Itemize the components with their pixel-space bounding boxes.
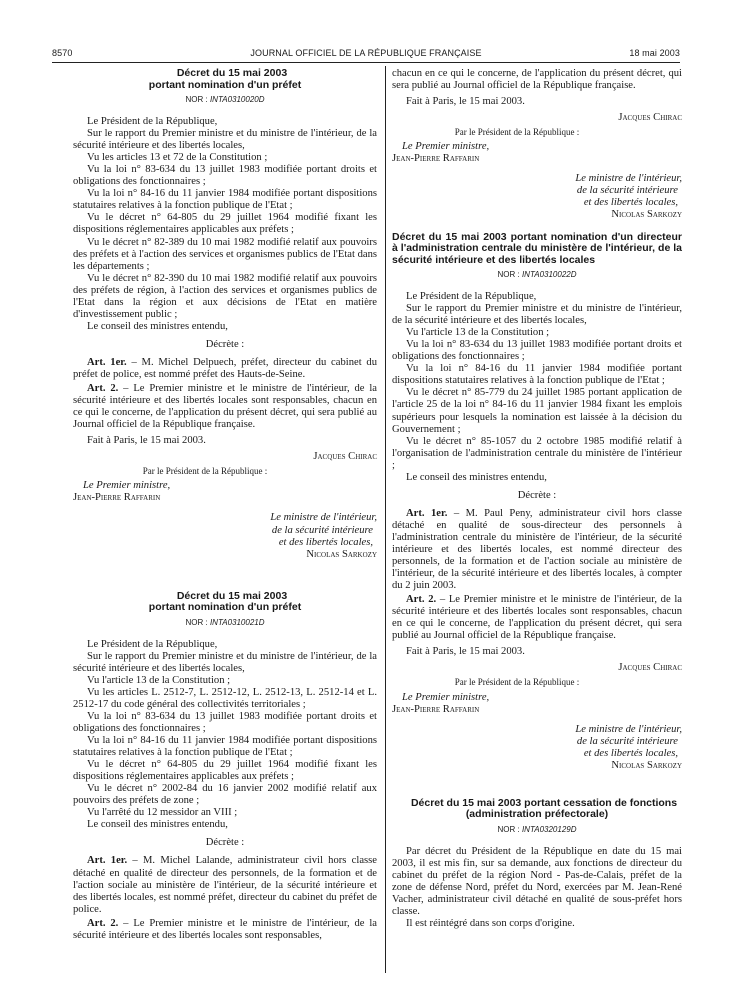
paragraph: Le conseil des ministres entendu, (87, 819, 228, 831)
prime-minister-role: Le Premier ministre, (83, 480, 171, 492)
paragraph: Le conseil des ministres entendu, (406, 471, 547, 483)
paragraph: Vu la loi n° 83-634 du 13 juillet 1983 modifiée portant droits et obligations des fonctionnaires ; (392, 339, 682, 363)
paragraph: Vu la loi n° 84-16 du 11 janvier 1984 modifiée portant dispositions statutaires relatives à la fonction publique de l'Etat ; (392, 363, 682, 387)
minister-signature: Le ministre de l'intérieur, de la sécurité intérieure et des libertés locales, Nicolas Sarkozy (575, 173, 682, 221)
president-signature: Jacques Chirac (313, 451, 377, 463)
paragraph: Vu le décret n° 82-389 du 10 mai 1982 modifié relatif aux pouvoirs des préfets et à l'action des services et organismes publics de l'Etat dans les départements ; (73, 236, 377, 272)
decree-title: Décret du 15 mai 2003 portant nomination d'un directeur à l'administration centrale du ministère de l'intérieur, de la sécurité intérieure et des libertés locales (392, 230, 682, 266)
paragraph: Le conseil des ministres entendu, (87, 320, 228, 332)
page-number: 8570 (52, 48, 73, 58)
decree-2 (73, 591, 377, 942)
prime-minister-name: Jean-Pierre Raffarin (392, 703, 480, 715)
decree-title: Décret du 15 mai 2003 portant cessation de fonctions (administration préfectorale) (410, 796, 678, 821)
decree-3 (392, 232, 682, 772)
prime-minister-name: Jean-Pierre Raffarin (73, 492, 161, 504)
paragraph: Il est réintégré dans son corps d'origine. (406, 918, 575, 930)
paragraph: Vu la loi n° 84-16 du 11 janvier 1984 modifiée portant dispositions statutaires relatives à la fonction publique de l'Etat ; (73, 735, 377, 759)
paragraph: Sur le rapport du Premier ministre et du ministre de l'intérieur, de la sécurité intérieure et des libertés locales, (73, 650, 377, 674)
paragraph: chacun en ce qui le concerne, de l'application du présent décret, qui sera publié au Journal officiel de la République française. (392, 68, 682, 92)
signing-place-date: Fait à Paris, le 15 mai 2003. (406, 96, 525, 108)
paragraph: Vu le décret n° 2002-84 du 16 janvier 2002 modifié relatif aux pouvoirs des préfets de zone ; (73, 783, 377, 807)
minister-signature: Le ministre de l'intérieur, de la sécurité intérieure et des libertés locales, Nicolas Sarkozy (270, 512, 377, 560)
decrete-heading: Décrète : (517, 489, 557, 501)
paragraph: Vu la loi n° 84-16 du 11 janvier 1984 modifiée portant dispositions statutaires relatives à la fonction publique de l'Etat ; (73, 188, 377, 212)
prime-minister-name: Jean-Pierre Raffarin (392, 153, 480, 165)
article-1: Art. 1er. – M. Michel Lalande, administrateur civil hors classe détaché en qualité de directeur des personnels, de la formation et de l'action sociale au ministère de l'intérieur, de la sécurité intérieure et des libertés locales, est nommé préfet, directeur du cabinet du préfet de police. (73, 855, 377, 915)
nor-reference: NOR : INTA0320129D (497, 824, 577, 834)
paragraph: Vu le décret n° 85-779 du 24 juillet 1985 portant application de l'article 25 de la loi n° 84-16 du 11 janvier 1984 fixant les emplois supérieurs pour lesquels la nomination est laissée à la décision du Gouvernement ; (392, 387, 682, 435)
article-2: Art. 2. – Le Premier ministre et le ministre de l'intérieur, de la sécurité intérieure et des libertés locales sont responsables, chacun en ce qui le concerne, de l'application du présent décret, qui sera publié au Journal officiel de la République française. (392, 594, 682, 642)
paragraph: Vu le décret n° 64-805 du 29 juillet 1964 modifié fixant les dispositions réglementaires applicables aux préfets ; (73, 759, 377, 783)
paragraph: Le Président de la République, (406, 291, 537, 303)
paragraph: Le Président de la République, (87, 638, 218, 650)
president-signature: Jacques Chirac (618, 662, 682, 674)
article-2: Art. 2. – Le Premier ministre et le ministre de l'intérieur, de la sécurité intérieure et des libertés locales sont responsables, (73, 917, 377, 941)
par-le-president: Par le Président de la République : (454, 127, 580, 138)
decree-title: Décret du 15 mai 2003 portant nomination d'un préfet (148, 67, 302, 91)
paragraph: Par décret du Président de la République en date du 15 mai 2003, il est mis fin, sur sa demande, aux fonctions de directeur du cabinet du préfet de la région Nord - Pas-de-Calais, préfet de la zone de défense Nord, préfet du Nord, exercées par M. Jean-René Vacher, administrateur civil détaché en qualité de sous-préfet hors classe. (392, 845, 682, 918)
paragraph: Le Président de la République, (87, 116, 218, 128)
paragraph: Vu l'article 13 de la Constitution ; (87, 674, 231, 686)
journal-title: JOURNAL OFFICIEL DE LA RÉPUBLIQUE FRANÇAISE (250, 48, 482, 58)
paragraph: Vu l'arrêté du 12 messidor an VIII ; (87, 807, 238, 819)
issue-date: 18 mai 2003 (629, 48, 680, 58)
decree-2-continuation (392, 68, 682, 222)
signing-place-date: Fait à Paris, le 15 mai 2003. (406, 646, 525, 658)
page-header (52, 48, 680, 62)
paragraph: Vu le décret n° 82-390 du 10 mai 1982 modifié relatif aux pouvoirs des préfets de région, à l'action des services et organismes publics de l'Etat dans la région et aux décisions de l'Etat en matière d'investissement public ; (73, 272, 377, 320)
paragraph: Vu l'article 13 de la Constitution ; (406, 327, 550, 339)
prime-minister-role: Le Premier ministre, (402, 691, 490, 703)
paragraph: Vu les articles L. 2512-7, L. 2512-12, L. 2512-13, L. 2512-14 et L. 2512-17 du code général des collectivités territoriales ; (73, 686, 377, 710)
article-1: Art. 1er. – M. Michel Delpuech, préfet, directeur du cabinet du préfet de police, est nommé préfet des Hauts-de-Seine. (73, 356, 377, 380)
decree-title: Décret du 15 mai 2003 portant nomination d'un préfet (148, 589, 302, 614)
header-rule (52, 62, 680, 63)
decrete-heading: Décrète : (205, 338, 245, 350)
signing-place-date: Fait à Paris, le 15 mai 2003. (87, 435, 206, 447)
par-le-president: Par le Président de la République : (142, 466, 268, 477)
minister-signature: Le ministre de l'intérieur, de la sécurité intérieure et des libertés locales, Nicolas Sarkozy (575, 723, 682, 771)
article-1: Art. 1er. – M. Paul Peny, administrateur civil hors classe détaché en qualité de sous-directeur des personnels à l'administration centrale du ministère de l'intérieur, de la sécurité intérieure et des libertés locales, est nommé directeur des personnels, de la formation et de l'action sociale au ministère de l'intérieur, de la sécurité intérieure et des libertés locales, à compter du 2 juin 2003. (392, 507, 682, 592)
column-divider (385, 66, 386, 973)
article-2: Art. 2. – Le Premier ministre et le ministre de l'intérieur, de la sécurité intérieure et des libertés locales sont responsables, chacun en ce qui le concerne, de l'application du présent décret, qui sera publié au Journal officiel de la République française. (73, 383, 377, 431)
paragraph: Vu la loi n° 83-634 du 13 juillet 1983 modifiée portant droits et obligations des fonctionnaires ; (73, 710, 377, 735)
right-column (392, 68, 682, 930)
decree-4 (392, 798, 682, 930)
nor-reference: NOR : INTA0310020D (185, 95, 265, 104)
decrete-heading: Décrète : (205, 837, 245, 849)
paragraph: Vu les articles 13 et 72 de la Constitution ; (87, 152, 268, 164)
president-signature: Jacques Chirac (618, 112, 682, 124)
par-le-president: Par le Président de la République : (454, 677, 580, 688)
paragraph: Vu la loi n° 83-634 du 13 juillet 1983 modifiée portant droits et obligations des fonctionnaires ; (73, 164, 377, 188)
left-column (73, 68, 377, 942)
nor-reference: NOR : INTA0310021D (185, 617, 265, 627)
paragraph: Sur le rapport du Premier ministre et du ministre de l'intérieur, de la sécurité intérieure et des libertés locales, (73, 128, 377, 152)
prime-minister-role: Le Premier ministre, (402, 141, 490, 153)
nor-reference: NOR : INTA0310022D (497, 270, 577, 280)
paragraph: Vu le décret n° 85-1057 du 2 octobre 1985 modifié relatif à l'organisation de l'administration centrale du ministère de l'intérieur ; (392, 435, 682, 471)
decree-1 (73, 68, 377, 561)
paragraph: Vu le décret n° 64-805 du 29 juillet 1964 modifié fixant les dispositions réglementaires applicables aux préfets ; (73, 212, 377, 236)
paragraph: Sur le rapport du Premier ministre et du ministre de l'intérieur, de la sécurité intérieure et des libertés locales, (392, 303, 682, 327)
